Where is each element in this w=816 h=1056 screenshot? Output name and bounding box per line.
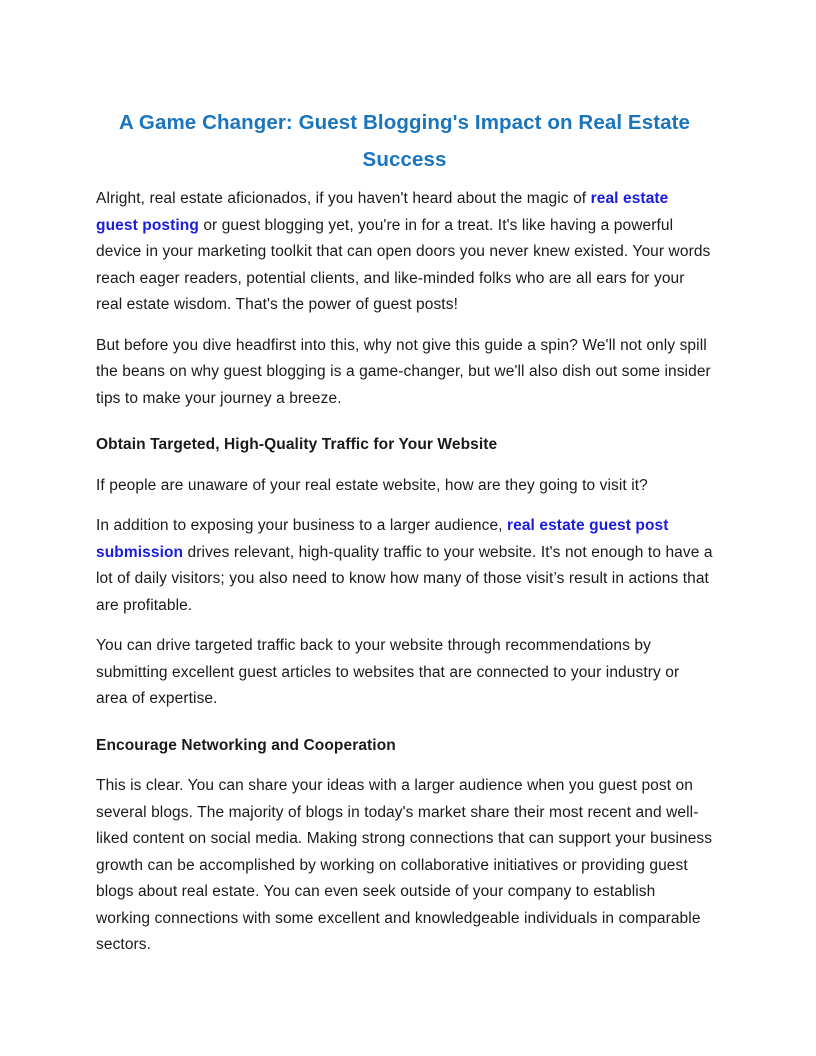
document-content <box>96 186 713 959</box>
inline-link[interactable]: real estate guest posting <box>96 190 669 234</box>
paragraph-text: or guest blogging yet, you're in for a treat. It's like having a powerful device in your marketing toolkit that can open doors you never knew existed. Your words reach eager readers, potential clients, and like-minded folks who are all ears for your real estate wisdom. That's the power of guest posts! <box>96 216 711 313</box>
paragraph-text: But before you dive headfirst into this, why not give this guide a spin? We'll not only spill the beans on why guest blogging is a game-changer, but we'll also dish out some insider tips to make your journey a breeze. <box>96 336 711 407</box>
paragraph <box>96 333 713 413</box>
section-heading: Obtain Targeted, High-Quality Traffic for Your Website <box>96 436 498 453</box>
inline-link[interactable]: real estate guest post submission <box>96 517 669 561</box>
paragraph-text: In addition to exposing your business to a larger audience, <box>96 517 507 534</box>
document-title: A Game Changer: Guest Blogging's Impact on Real Estate Success <box>118 111 691 171</box>
paragraph-text: This is clear. You can share your ideas with a larger audience when you guest post on several blogs. The majority of blogs in today's market share their most recent and well-liked content on social media. Making strong connections that can support your business growth can be accomplished by working on collaborative initiatives or providing guest blogs about real estate. You can even seek outside of your company to establish working connections with some excellent and knowledgeable individuals in comparable sectors. <box>96 777 713 953</box>
paragraph-text: You can drive targeted traffic back to your website through recommendations by submitting excellent guest articles to websites that are connected to your industry or area of expertise. <box>96 637 680 707</box>
paragraph-text: drives relevant, high-quality traffic to your website. It's not enough to have a lot of daily visitors; you also need to know how many of those visit’s result in actions that are profitable. <box>96 543 713 614</box>
section-heading: Encourage Networking and Cooperation <box>96 736 396 754</box>
paragraph <box>96 186 713 319</box>
paragraph-text: If people are unaware of your real estate website, how are they going to visit it? <box>96 476 648 494</box>
paragraph <box>96 513 713 619</box>
paragraph <box>96 473 713 500</box>
paragraph-text: Alright, real estate aficionados, if you haven't heard about the magic of <box>96 190 591 207</box>
paragraph <box>96 773 713 959</box>
paragraph <box>96 633 713 713</box>
